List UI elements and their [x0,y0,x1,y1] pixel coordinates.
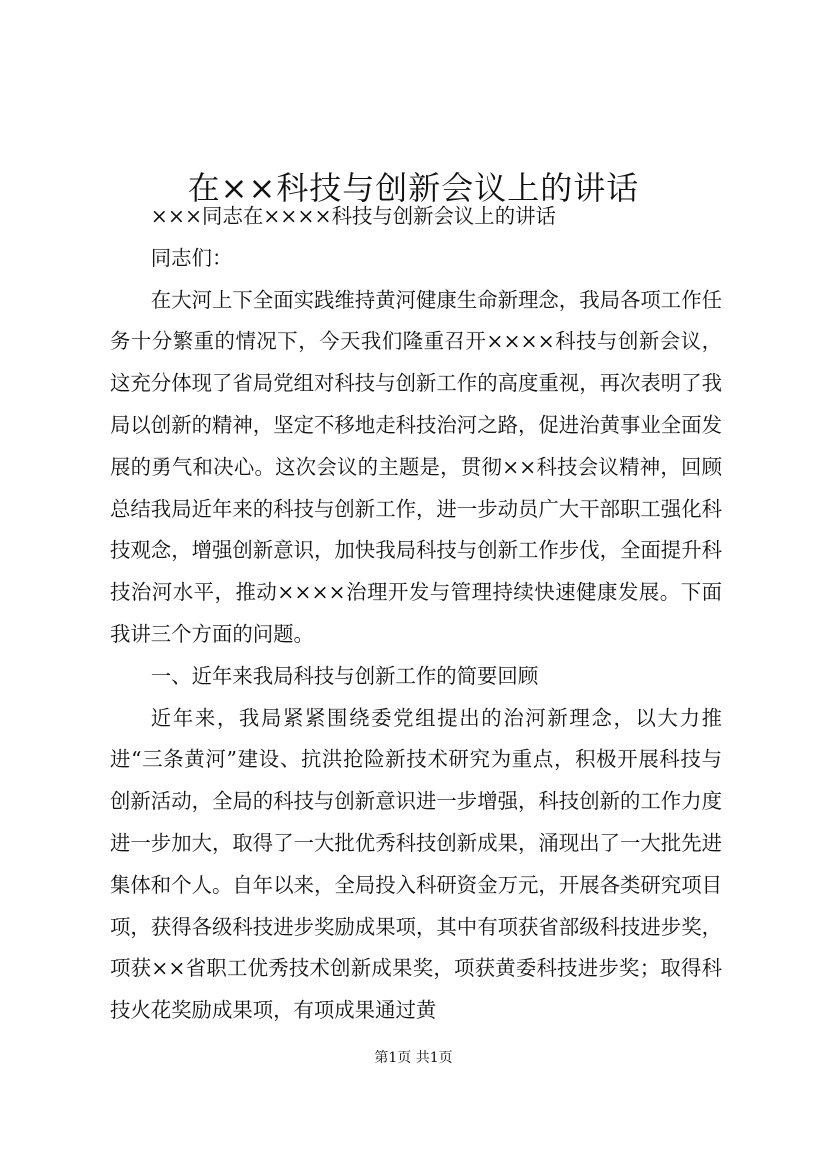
body-paragraph: 在大河上下全面实践维持黄河健康生命新理念，我局各项工作任务十分繁重的情况下，今天我们隆重召开××××科技与创新会议，这充分体现了省局党组对科技与创新工作的高度重视，再次表明了我局以创新的精神，坚定不移地走科技治河之路，促进治黄事业全面发展的勇气和决心。这次会议的主题是，贯彻××科技会议精神，回顾总结我局近年来的科技与创新工作，进一步动员广大干部职工强化科技观念，增强创新意识，加快我局科技与创新工作步伐，全面提升科技治河水平，推动××××治理开发与管理持续快速健康发展。下面我讲三个方面的问题。 [110,287,722,646]
salutation: 同志们： [150,245,233,270]
page-footer: 第1页 共1页 [374,1050,453,1066]
speaker-line: ×××同志在××××科技与创新会议上的讲话 [150,204,556,228]
document-body [110,196,722,1032]
section-heading: 一、近年来我局科技与创新工作的简要回顾 [150,663,539,688]
document-title: 在××科技与创新会议上的讲话 [187,169,640,208]
body-paragraph: 近年来，我局紧紧围绕委党组提出的治河新理念，以大力推进“三条黄河”建设、抗洪抢险新技术研究为重点，积极开展科技与创新活动，全局的科技与创新意识进一步增强，科技创新的工作力度进一步加大，取得了一大批优秀科技创新成果，涌现出了一大批先进集体和个人。自年以来，全局投入科研资金万元，开展各类研究项目项，获得各级科技进步奖励成果项，其中有项获省部级科技进步奖，项获××省职工优秀技术创新成果奖，项获黄委科技进步奖；取得科技火花奖励成果项，有项成果通过黄 [110,705,722,1023]
